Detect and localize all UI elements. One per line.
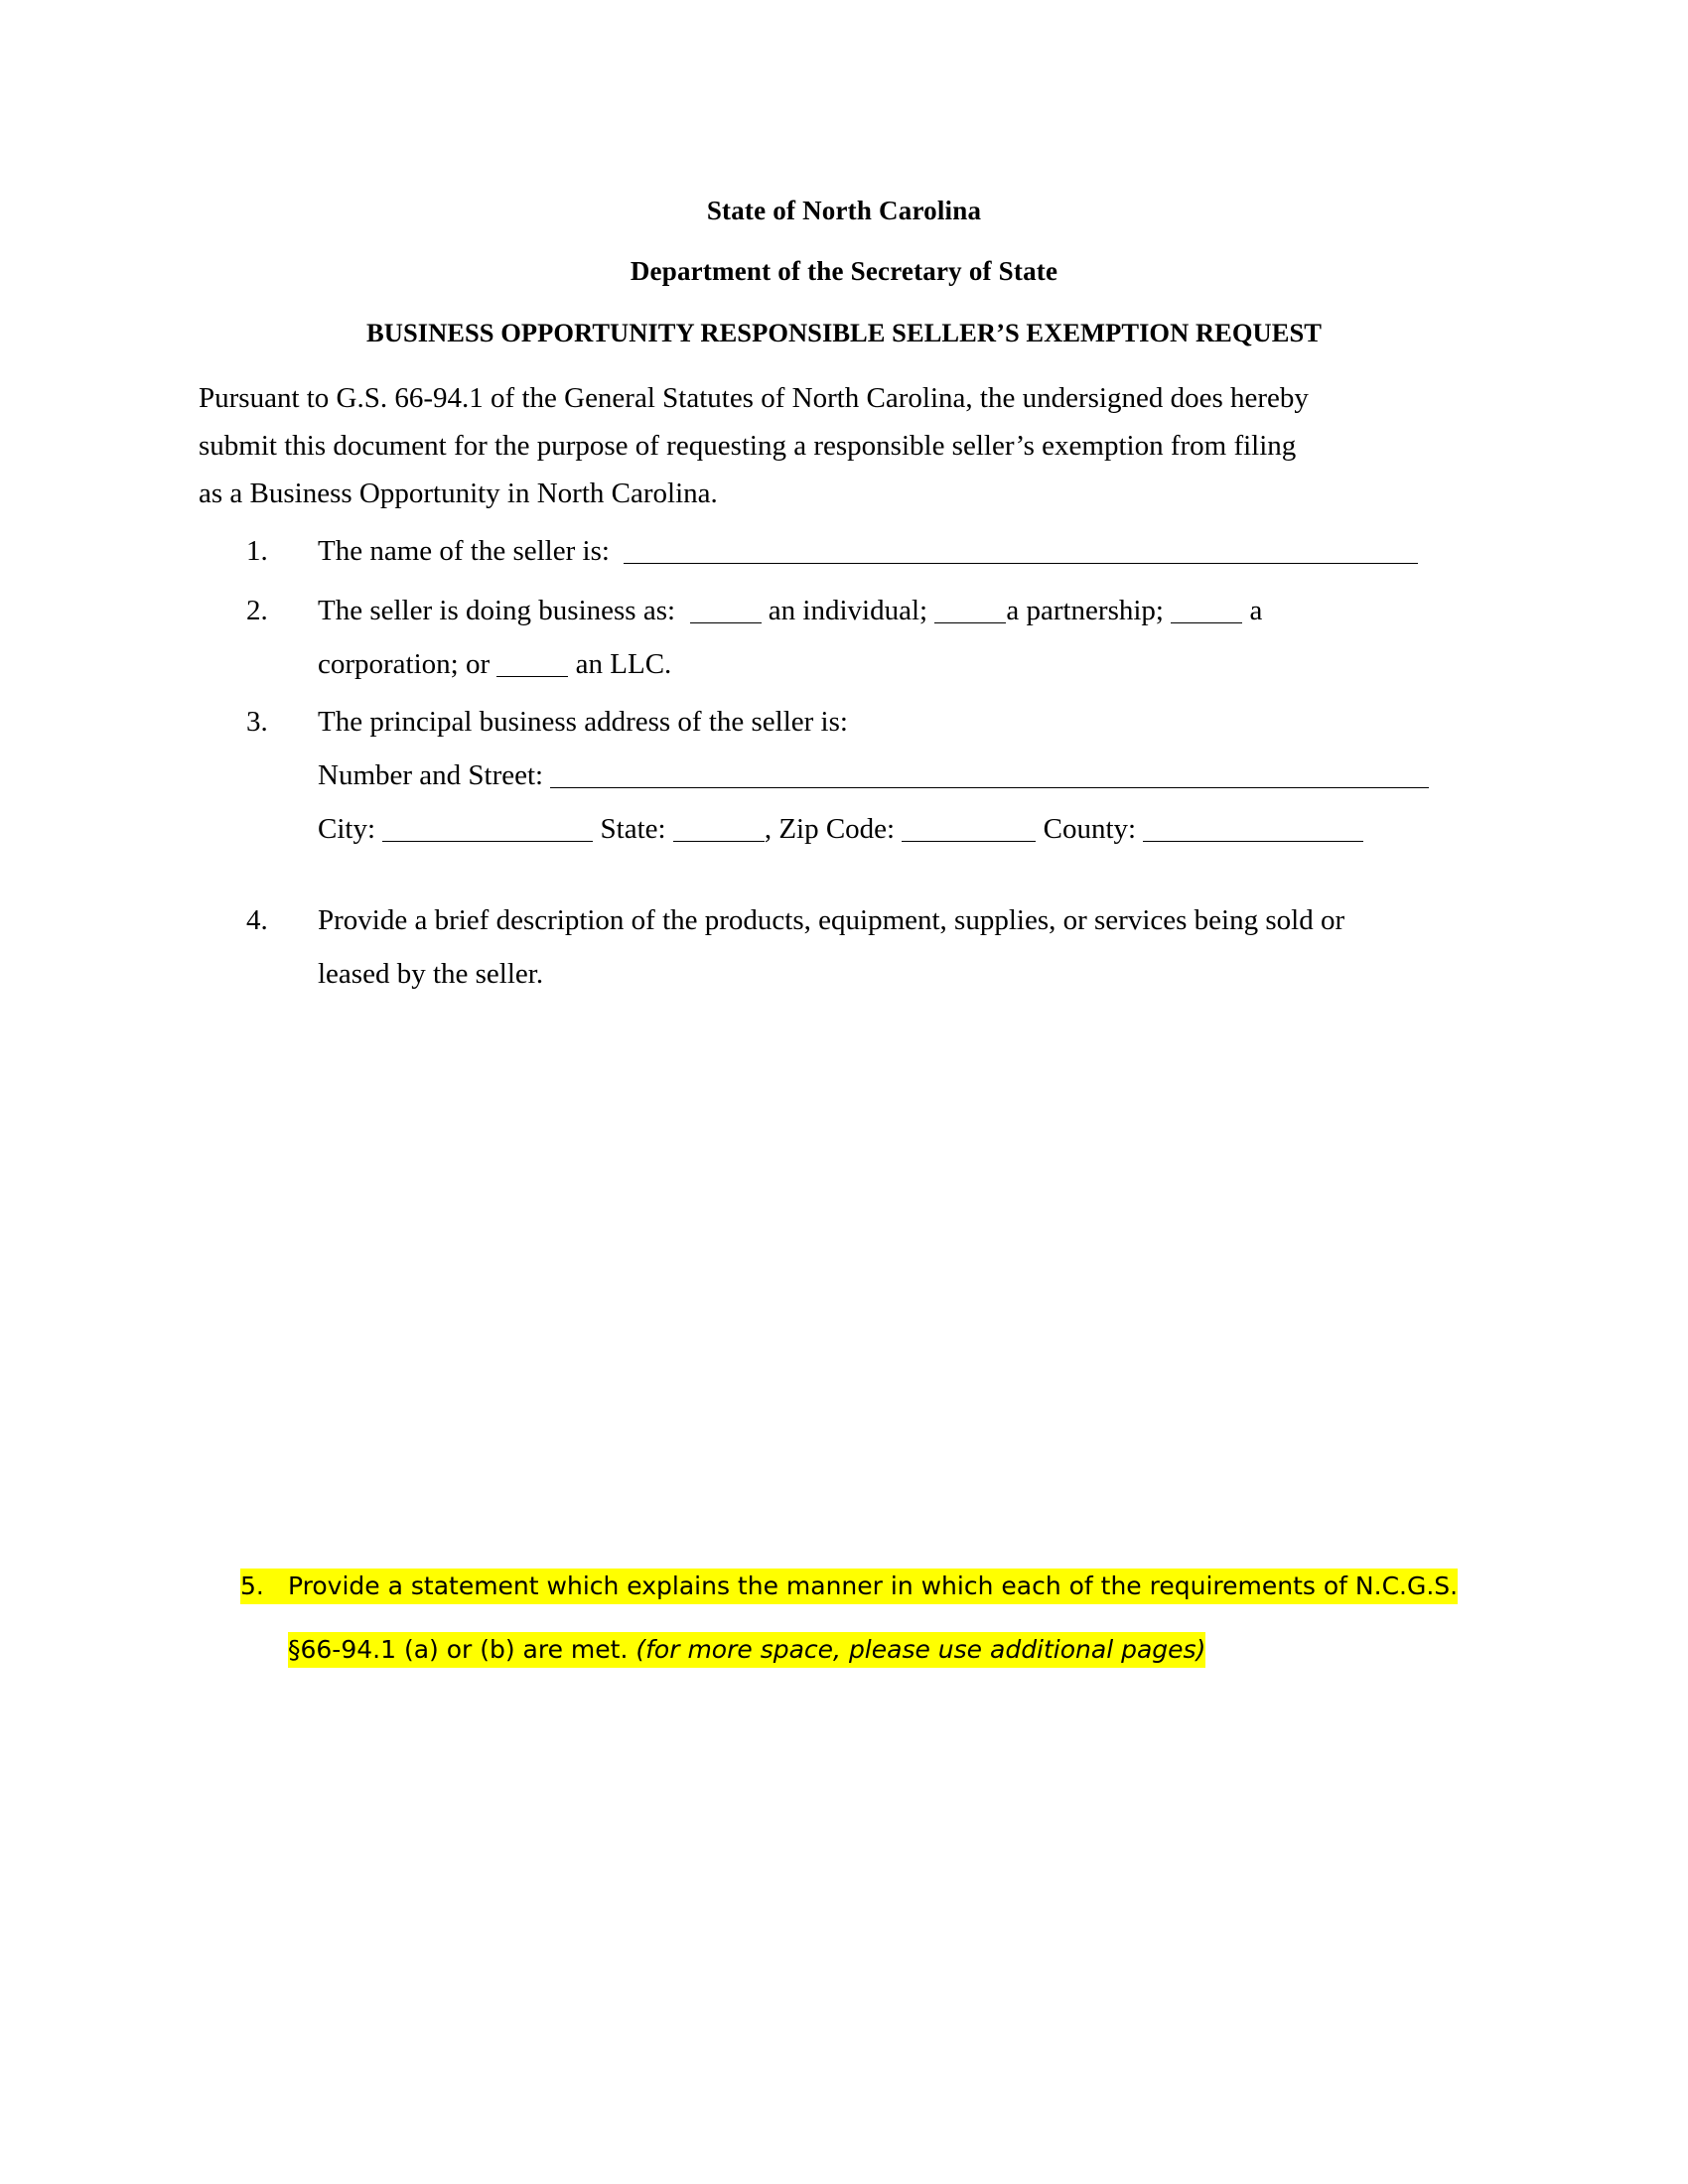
option-individual-label: an individual; bbox=[768, 595, 928, 626]
intro-line-2: submit this document for the purpose of requesting a responsible seller’s exemption from filing bbox=[199, 430, 1297, 462]
list-item-4-line-1: Provide a brief description of the products, equipment, supplies, or services being sold or bbox=[318, 904, 1345, 936]
option-partnership-label: a partnership; bbox=[1006, 595, 1164, 626]
individual-checkbox-blank[interactable] bbox=[690, 622, 762, 623]
list-item-1-line bbox=[318, 524, 1418, 578]
list-item-5-statute-text: §66-94.1 (a) or (b) are met. bbox=[288, 1635, 636, 1664]
heading-state: State of North Carolina bbox=[706, 196, 982, 225]
seller-name-label: The name of the seller is: bbox=[318, 535, 610, 567]
option-llc-label: an LLC. bbox=[575, 648, 672, 680]
list-item-2-line-1 bbox=[318, 584, 1262, 637]
list-item-2-line-2 bbox=[318, 637, 1262, 691]
list-item-5-text-1: Provide a statement which explains the manner in which each of the requirements of N.C.G.S. bbox=[288, 1571, 1459, 1600]
option-a-label: a bbox=[1249, 595, 1263, 626]
principal-address-label: The principal business address of the seller is: bbox=[318, 706, 848, 738]
intro-line-3: as a Business Opportunity in North Carolina. bbox=[199, 478, 718, 509]
list-item-5-note: (for more space, please use additional pages) bbox=[635, 1635, 1206, 1664]
list-item-5-number: 5. bbox=[240, 1571, 264, 1600]
llc-checkbox-blank[interactable] bbox=[496, 676, 568, 677]
list-item-4-number: 4. bbox=[246, 904, 268, 936]
state-input[interactable] bbox=[673, 841, 765, 842]
corporation-checkbox-blank[interactable] bbox=[1171, 622, 1242, 623]
list-item-5-line-1 bbox=[240, 1555, 1531, 1618]
list-item-3-number: 3. bbox=[246, 706, 268, 738]
intro-line-1: Pursuant to G.S. 66-94.1 of the General Statutes of North Carolina, the undersigned does hereby bbox=[199, 382, 1309, 414]
list-item-1-number: 1. bbox=[246, 535, 268, 567]
list-item-3-line-3 bbox=[318, 802, 1429, 856]
list-item-1-body bbox=[318, 524, 1418, 578]
county-input[interactable] bbox=[1143, 841, 1363, 842]
intro-paragraph bbox=[199, 374, 1479, 517]
zip-code-input[interactable] bbox=[902, 841, 1036, 842]
list-item-3-line-2 bbox=[318, 749, 1429, 802]
city-input[interactable] bbox=[382, 841, 593, 842]
number-and-street-input[interactable] bbox=[550, 787, 1429, 788]
list-item-5-line-2 bbox=[240, 1618, 1531, 1682]
heading-form-title: BUSINESS OPPORTUNITY RESPONSIBLE SELLER’S EXEMPTION REQUEST bbox=[366, 318, 1322, 347]
list-item-4-body bbox=[318, 893, 1344, 1001]
zip-code-label: , Zip Code: bbox=[764, 813, 896, 845]
number-and-street-label: Number and Street: bbox=[318, 759, 544, 791]
list-item-2-number: 2. bbox=[246, 595, 268, 626]
state-label: State: bbox=[600, 813, 666, 845]
list-item-2-body bbox=[318, 584, 1262, 691]
heading-department: Department of the Secretary of State bbox=[630, 256, 1058, 286]
county-label: County: bbox=[1043, 813, 1137, 845]
partnership-checkbox-blank[interactable] bbox=[934, 622, 1006, 623]
list-item-3-line-1 bbox=[318, 695, 1429, 749]
list-item-5 bbox=[240, 1555, 1531, 1682]
doing-business-as-label: The seller is doing business as: bbox=[318, 595, 676, 626]
city-label: City: bbox=[318, 813, 376, 845]
seller-name-input[interactable] bbox=[624, 563, 1418, 564]
option-corporation-label: corporation; or bbox=[318, 648, 491, 680]
list-item-3-body bbox=[318, 695, 1429, 856]
list-item-4-line-2: leased by the seller. bbox=[318, 958, 544, 990]
